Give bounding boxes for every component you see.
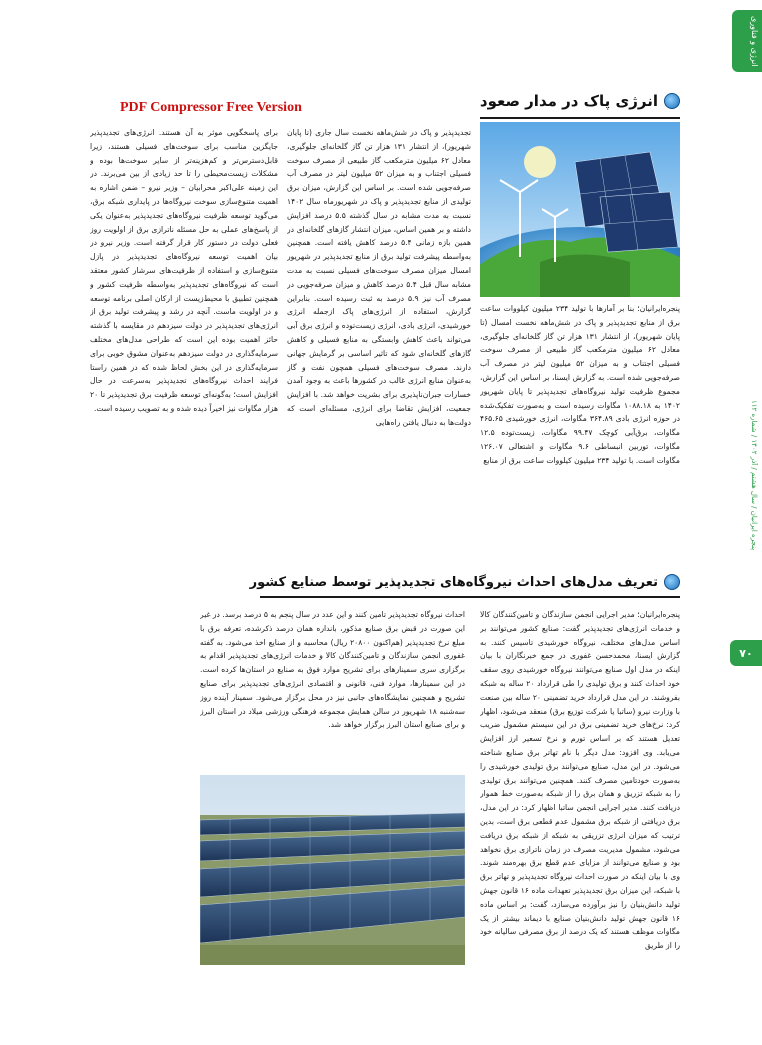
globe-icon [664, 93, 680, 109]
article1-image-planet [480, 122, 680, 297]
article2-image-solar-field [200, 775, 465, 965]
article2-column-left [200, 608, 465, 768]
article2-heading [249, 574, 680, 590]
article1-column-left-text: برای پاسخگویی موثر به آن هستند. انرژی‌های تجدیدپذیر جایگزین مناسب برای سوخت‌های فسیلی هستند، زیرا قابل‌دسترس‌تر و کم‌هزینه‌تر از سایر سوخت‌ها بوده و مشکلات زیست‌محیطی را تا حد زیادی از بین می‌برند. در این زمینه علی‌اکبر محرابیان – وزیر نیرو – ضمن اشاره به اهمیت متنوع‌سازی سوخت نیروگاه‌ها در پایداری شبکه برق، می‌گوید توسعه ظرفیت نیروگاه‌های تجدیدپذیر به‌عنوان یکی از پاسخ‌های عملی به حل مسئله ناترازی برق از اولویت روز فعلی دولت در دستور کار قرار گرفته است. وزیر نیرو در بیان اهمیت توسعه نیروگاه‌های تجدیدپذیر در پازل متنوع‌سازی و استفاده از ظرفیت‌های سرشار کشور معتقد است که نیروگاه‌های تجدیدپذیر به‌واسطه ظرفیت کشور و همچنین تطبیق با محیط‌زیست از ارکان اصلی برنامه توسعه و در اولویت ماست. آنچه در رشد و پیشرفت تولید برق از انرژی‌های تجدیدپذیر در دولت سیزدهم در مقایسه با گذشته حائز اهمیت بوده این است که طراحی مدل‌های مختلف سرمایه‌گذاری در دولت سیزدهم به‌عنوان مشوق خوبی برای سرمایه‌گذاری در این بخش لحاظ شده که در همین راستا فرایند احداث نیروگاه‌های تجدیدپذیر به‌سرعت در حال افزایش است؛ به‌گونه‌ای توسعه ظرفیت برق تجدیدپذیر تا ۲۰ هزار مگاوات نیز اخیراً دیده شده و به تصویب رسیده است. [90, 128, 278, 413]
globe-icon [664, 574, 680, 590]
article1-column-left [90, 126, 278, 560]
page-number: ۷۰ [730, 640, 762, 666]
article2-title-rule [260, 596, 680, 598]
article1-column-right-text: پنجره‌ایرانیان؛ بنا بر آمارها با تولید ۲۳۴ میلیون کیلووات ساعت برق از منابع تجدیدپذیر و پاک در شش‌ماهه نخست امسال (تا پایان شهریور)، از انتشار ۱۳۱ هزار تن گاز گلخانه‌ای جلوگیری، معادل ۶۲ میلیون مترمکعب گاز طبیعی از مصرف سوخت فسیلی اجتناب و به میزان ۵۲ میلیون لیتر در مصرف آب صرفه‌جویی شده است. به گزارش ایسنا، بر اساس این گزارش، مجموع ظرفیت تولید نیروگاه‌های تجدیدپذیر تا پایان شهریور ۱۴۰۲ به ۱۰۸۸.۱۸ مگاوات رسیده است و به‌صورت تفکیک‌شده در حوزه انرژی بادی ۳۶۴.۸۹ مگاوات، انرژی خورشیدی ۴۶۵.۶۵ مگاوات، برق‌آبی کوچک ۹۹.۴۷ مگاوات، زیست‌توده ۱۲.۵ مگاوات، توربین انبساطی ۹.۶ مگاوات و اشتعالی ۱۲۶.۰۷ مگاوات است. با تولید ۲۳۴ میلیون کیلووات ساعت برق از منابع [480, 304, 680, 465]
section-tab [732, 10, 762, 72]
article1-heading [480, 92, 680, 110]
article1-column-right [480, 302, 680, 560]
article2-title: تعریف مدل‌های احداث نیروگاه‌های تجدیدپذیر توسط صنایع کشور [249, 574, 658, 590]
article2-column-right-text: پنجره‌ایرانیان؛ مدیر اجرایی انجمن سازندگان و تامین‌کنندگان کالا و خدمات انرژی‌های تجدیدپذیر گفت: صنایع کشور می‌توانند بر اساس مدل‌های مختلف، نیروگاه خورشیدی تاسیس کنند. به گزارش ایسنا، محمدحسن غفوری در جمع خبرنگاران با بیان اینکه در مدل اول صنایع می‌توانند نیروگاه خورشیدی روی سقف خود احداث کنند و برق تولیدی را طی قرارداد ۲۰ ساله به شبکه بفروشند. در این مدل قرارداد خرید تضمینی ۲۰ ساله بین صنعت با وزارت نیرو (ساتبا یا شرکت توزیع برق) منعقد می‌شود، اظهار کرد: نرخ‌های خرید تضمینی برق در این سیستم مشمول ضریب تعدیل هستند که بر اساس تورم و نرخ تسعیر ارز افزایش می‌یابد. وی افزود: مدل دیگر با نام تهاتر برق صنایع شناخته می‌شود. در این مدل، صنایع می‌توانند برق تولیدی خورشیدی را به‌صورت خودتامین مصرف کنند. همچنین می‌توانند برق تولیدی را به شبکه تزریق و همان برق را از شبکه به‌صورت خط هموار دریافت کنند. مدیر اجرایی انجمن ساتبا اظهار کرد: در این مدل، برق دریافتی از شبکه برق مشمول عدم قطعی برق است، بدین ترتیب که میزان انرژی تزریقی به شبکه از شبکه برق دریافت می‌شود، مشمول مدیریت مصرف در زمان ناترازی برق نخواهد بود و صنایع می‌توانند از مزایای عدم قطع برق بهره‌مند شوند. وی با بیان اینکه در صورت احداث نیروگاه تجدیدپذیر و تهاتر برق با شبکه، این میزان برق تجدیدپذیر تعهدات ماده ۱۶ قانون جهش تولید دانش‌بنیان را نیز برآورده می‌سازد، گفت: بر اساس ماده ۱۶ قانون جهش تولید دانش‌بنیان صنایع با دیماند بیشتر از یک مگاوات موظف هستند که یک درصد از برق مصرفی سالیانه خود را از طریق [480, 610, 680, 951]
watermark-text: PDF Compressor Free Version [120, 100, 302, 115]
article1-title: انرژی پاک در مدار صعود [479, 92, 658, 110]
article1-title-rule [480, 117, 680, 119]
planet-solar-wind-illustration [480, 122, 680, 297]
solar-panel-field-photo [200, 775, 465, 965]
article2-column-right [480, 608, 680, 1023]
article1-column-middle [287, 126, 471, 560]
issue-meta: پنجره ایرانیان / سال هشتم / آذر ۱۴۰۲ / شماره ۱۱۲ [750, 400, 758, 551]
article2-column-left-text: احداث نیروگاه تجدیدپذیر تامین کنند و این عدد در سال پنجم به ۵ درصد برسد. در غیر این صورت در قبض برق صنایع مذکور، بانداره همان درصد ذکرشده، تعرفه برق با مبلغ نرخ تجدیدپذیر (هم‌اکنون ۲۰۸۰۰ ریال) محاسبه و از صنایع اخذ می‌شود. به گفته غفوری انجمن سازندگان و تامین‌کنندگان کالا و خدمات انرژی‌های تجدیدپذیر اقدام به برگزاری سری سمینارهای برای تشریح موارد فوق به صنایع در استان‌ها کرده است. در این سمینارها، موارد فنی، قانونی و اقتصادی انرژی‌های تجدیدپذیر برای صنایع تشریح و همچنین نمایشگاه‌های جانبی نیز در محل برگزار می‌شود. سمینار آینده روز سه‌شنبه ۱۸ شهریور در سالن همایش مجموعه فرهنگی ورزشی میلاد در استان البرز و برای صنایع استان البرز برگزار خواهد شد. [200, 610, 465, 730]
article1-column-middle-text: تجدیدپذیر و پاک در شش‌ماهه نخست سال جاری (تا پایان شهریور)، از انتشار ۱۳۱ هزار تن گاز گلخانه‌ای جلوگیری، معادل ۶۲ میلیون مترمکعب گاز طبیعی از مصرف سوخت فسیلی اجتناب و به میزان ۵۲ میلیون لیتر در مصرف آب صرفه‌جویی شده است. بر اساس این گزارش، میزان برق تولیدی از منابع تجدیدپذیر و پاک در شهریورماه سال ۱۴۰۲ نسبت به مدت مشابه در سال گذشته ۵.۵ درصد افزایش داشته و بر همین اساس، میزان انتشار گازهای گلخانه‌ای در همین بازه زمانی ۵.۴ درصد کاهش یافته است. همچنین به‌واسطه پیشرفت تولید برق از منابع تجدیدپذیر در شهریور امسال میزان مصرف سوخت‌های فسیلی نسبت به مدت مشابه سال قبل ۵.۴ درصد کاهش و میزان صرفه‌جویی در مصرف آب نیز ۵.۹ درصد به ثبت رسیده است. بنابراین گزارش، استفاده از انرژی‌های پاک ازجمله انرژی خورشیدی، انرژی بادی، انرژی زیست‌توده و انرژی برق آبی می‌تواند باعث کاهش وابستگی به منابع فسیلی و کاهش گازهای گلخانه‌ای شود که تاثیر اساسی بر گرمایش جهانی دارند. مصرف سوخت‌های فسیلی همچون نفت و گاز به‌عنوان منابع انرژی غالب در کشورها باعث به وجود آمدن خسارات جبران‌ناپذیری برای بشریت خواهد شد. با افزایش جمعیت، افزایش تقاضا برای انرژی، مسئله‌ای است که دولت‌ها به دنبال یافتن راه‌هایی [287, 128, 471, 427]
section-tab-label: انرژی و فناوری [750, 15, 759, 67]
